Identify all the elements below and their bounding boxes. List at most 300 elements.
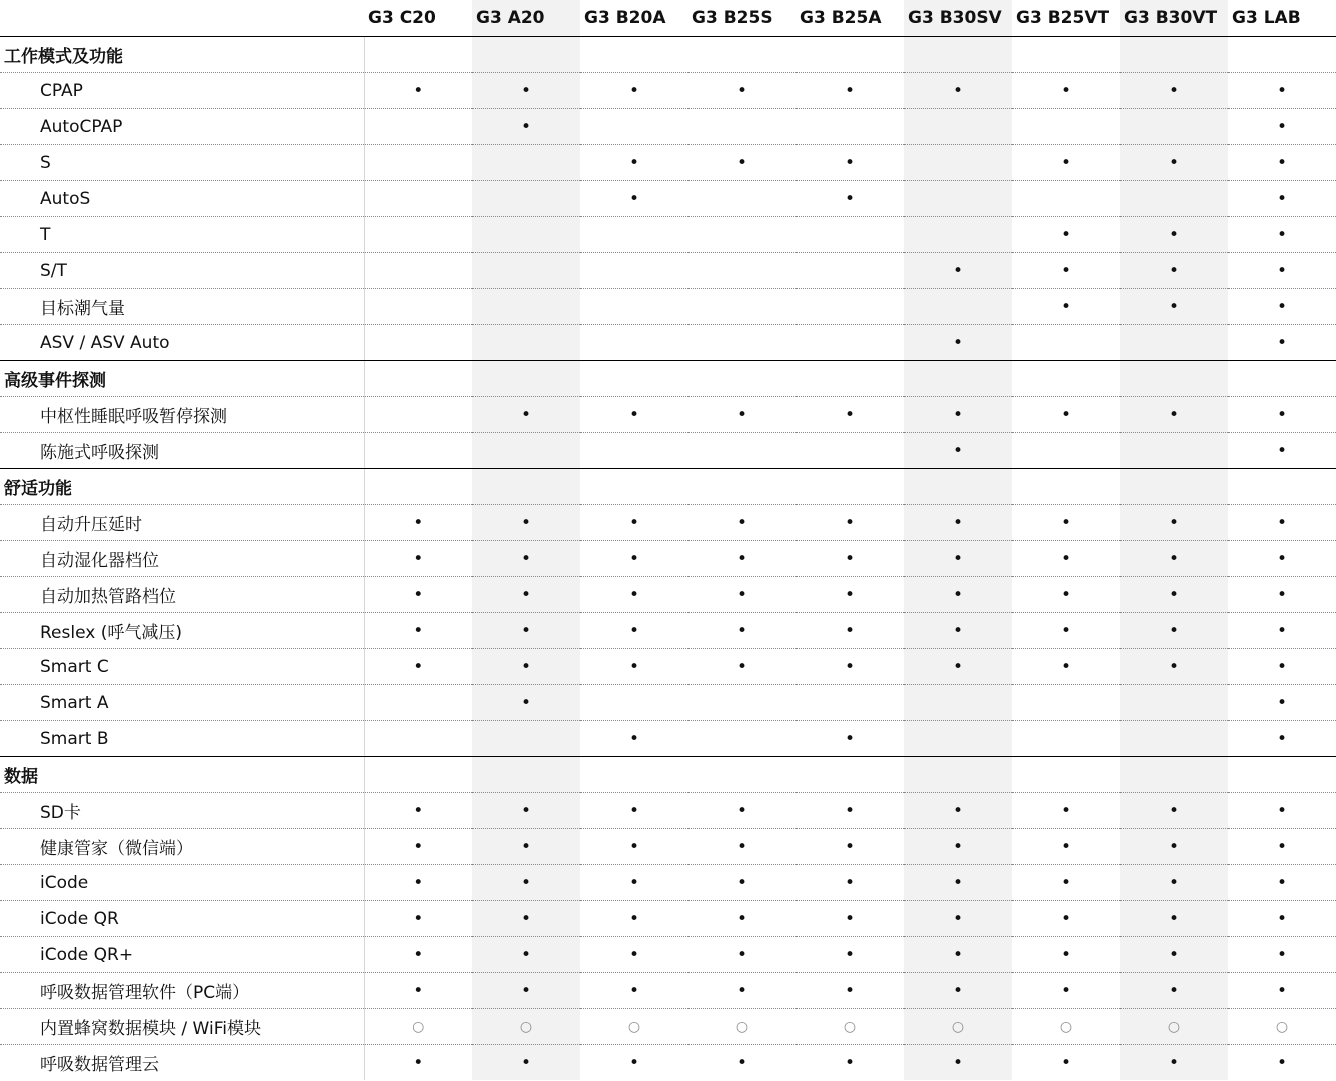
standard-mark: •	[904, 901, 1012, 937]
empty-cell	[1228, 757, 1336, 793]
feature-label: 自动加热管路档位	[0, 577, 364, 613]
standard-mark: •	[1120, 649, 1228, 685]
empty-cell	[1120, 721, 1228, 757]
empty-cell	[472, 289, 580, 325]
standard-mark: •	[1228, 289, 1336, 325]
standard-mark: •	[796, 577, 904, 613]
standard-mark: •	[1012, 577, 1120, 613]
empty-cell	[364, 757, 472, 793]
empty-cell	[580, 433, 688, 469]
standard-mark: •	[472, 793, 580, 829]
feature-label: T	[0, 217, 364, 253]
standard-mark: •	[1120, 829, 1228, 865]
empty-cell	[688, 361, 796, 397]
standard-mark: •	[580, 793, 688, 829]
optional-mark: ○	[472, 1009, 580, 1045]
standard-mark: •	[1012, 217, 1120, 253]
empty-cell	[364, 721, 472, 757]
standard-mark: •	[580, 901, 688, 937]
empty-cell	[688, 325, 796, 361]
empty-cell	[904, 685, 1012, 721]
section-header-row	[0, 757, 1336, 793]
empty-cell	[1120, 685, 1228, 721]
standard-mark: •	[472, 541, 580, 577]
standard-mark: •	[1228, 433, 1336, 469]
empty-cell	[796, 469, 904, 505]
empty-cell	[364, 433, 472, 469]
feature-label: Smart B	[0, 721, 364, 757]
empty-cell	[580, 325, 688, 361]
standard-mark: •	[364, 865, 472, 901]
standard-mark: •	[364, 577, 472, 613]
optional-mark: ○	[580, 1009, 688, 1045]
standard-mark: •	[1012, 865, 1120, 901]
empty-cell	[364, 253, 472, 289]
empty-cell	[1228, 37, 1336, 73]
optional-mark: ○	[688, 1009, 796, 1045]
model-header: G3 A20	[472, 0, 580, 37]
standard-mark: •	[580, 541, 688, 577]
section-title: 工作模式及功能	[0, 37, 364, 73]
standard-mark: •	[580, 865, 688, 901]
empty-cell	[580, 289, 688, 325]
table-row	[0, 217, 1336, 253]
standard-mark: •	[952, 1052, 964, 1073]
empty-cell	[472, 721, 580, 757]
empty-cell	[472, 757, 580, 793]
empty-cell	[688, 757, 796, 793]
standard-mark: •	[904, 541, 1012, 577]
standard-mark: •	[472, 973, 580, 1009]
optional-mark: ○	[364, 1009, 472, 1045]
empty-cell	[580, 757, 688, 793]
table-row	[0, 145, 1336, 181]
standard-mark: •	[1012, 541, 1120, 577]
standard-mark: •	[580, 649, 688, 685]
standard-mark: •	[364, 505, 472, 541]
standard-mark: •	[904, 397, 1012, 433]
standard-mark: •	[364, 793, 472, 829]
empty-cell	[1012, 325, 1120, 361]
feature-label: iCode QR+	[0, 937, 364, 973]
standard-mark: •	[796, 937, 904, 973]
standard-mark: •	[1012, 289, 1120, 325]
table-row	[0, 541, 1336, 577]
model-header: G3 B25S	[688, 0, 796, 37]
standard-mark: •	[580, 397, 688, 433]
standard-mark: •	[1120, 217, 1228, 253]
empty-cell	[904, 469, 1012, 505]
standard-mark: •	[904, 793, 1012, 829]
table-row	[0, 901, 1336, 937]
standard-mark: •	[1120, 865, 1228, 901]
table-row	[0, 505, 1336, 541]
standard-mark: •	[1060, 1052, 1072, 1073]
empty-cell	[580, 361, 688, 397]
standard-mark: •	[688, 577, 796, 613]
standard-mark: •	[364, 973, 472, 1009]
feature-label: 自动升压延时	[0, 505, 364, 541]
empty-cell	[1120, 181, 1228, 217]
standard-mark: •	[904, 325, 1012, 361]
empty-cell	[1120, 361, 1228, 397]
empty-cell	[1012, 469, 1120, 505]
feature-label: AutoCPAP	[0, 109, 364, 145]
standard-mark: •	[688, 901, 796, 937]
empty-cell	[472, 181, 580, 217]
header-corner	[0, 0, 364, 37]
standard-mark: •	[1120, 541, 1228, 577]
feature-label: SD卡	[0, 793, 364, 829]
empty-cell	[796, 289, 904, 325]
standard-mark: •	[580, 613, 688, 649]
feature-label: S	[0, 145, 364, 181]
empty-cell	[364, 361, 472, 397]
table-row	[0, 109, 1336, 145]
standard-mark: •	[1228, 541, 1336, 577]
standard-mark: •	[1120, 793, 1228, 829]
table-row	[0, 433, 1336, 469]
empty-cell	[1120, 469, 1228, 505]
model-header: G3 B20A	[580, 0, 688, 37]
empty-cell	[1012, 109, 1120, 145]
feature-label: CPAP	[0, 73, 364, 109]
empty-cell	[472, 217, 580, 253]
empty-cell	[688, 289, 796, 325]
empty-cell	[904, 361, 1012, 397]
standard-mark: •	[364, 937, 472, 973]
table-row	[0, 253, 1336, 289]
standard-mark: •	[580, 145, 688, 181]
empty-cell	[688, 181, 796, 217]
standard-mark: •	[688, 793, 796, 829]
feature-label: 呼吸数据管理软件（PC端）	[0, 973, 364, 1009]
empty-cell	[904, 289, 1012, 325]
empty-cell	[1120, 433, 1228, 469]
table-row	[0, 289, 1336, 325]
model-header: G3 B30VT	[1120, 0, 1228, 37]
empty-cell	[796, 685, 904, 721]
standard-mark: •	[1120, 145, 1228, 181]
standard-mark: •	[1228, 865, 1336, 901]
feature-label: 自动湿化器档位	[0, 541, 364, 577]
empty-cell	[796, 757, 904, 793]
table-row	[0, 1009, 1336, 1045]
section-title: 数据	[0, 757, 364, 793]
empty-cell	[364, 145, 472, 181]
standard-mark: •	[1012, 937, 1120, 973]
empty-cell	[580, 37, 688, 73]
standard-mark: •	[688, 73, 796, 109]
standard-mark: •	[364, 649, 472, 685]
empty-cell	[1012, 181, 1120, 217]
empty-cell	[688, 37, 796, 73]
empty-cell	[796, 217, 904, 253]
feature-label: 内置蜂窝数据模块 / WiFi模块	[0, 1009, 364, 1045]
standard-mark: •	[1228, 793, 1336, 829]
standard-mark: •	[688, 649, 796, 685]
standard-mark: •	[796, 721, 904, 757]
optional-mark: ○	[904, 1009, 1012, 1045]
empty-cell	[688, 433, 796, 469]
empty-cell	[1012, 433, 1120, 469]
model-header: G3 B25VT	[1012, 0, 1120, 37]
standard-mark: •	[413, 1052, 424, 1073]
standard-mark: •	[736, 1052, 748, 1073]
standard-mark: •	[580, 937, 688, 973]
standard-mark: •	[472, 901, 580, 937]
standard-mark: •	[1120, 577, 1228, 613]
standard-mark: •	[688, 145, 796, 181]
empty-cell	[580, 217, 688, 253]
empty-cell	[1012, 685, 1120, 721]
empty-cell	[1228, 469, 1336, 505]
standard-mark: •	[1228, 253, 1336, 289]
feature-label: Reslex (呼气减压)	[0, 613, 364, 649]
standard-mark: •	[364, 901, 472, 937]
empty-cell	[688, 685, 796, 721]
empty-cell	[1012, 37, 1120, 73]
section-title: 舒适功能	[0, 469, 364, 505]
standard-mark: •	[904, 937, 1012, 973]
standard-mark: •	[1228, 181, 1336, 217]
feature-label: 呼吸数据管理云	[0, 1045, 364, 1081]
standard-mark: •	[1228, 505, 1336, 541]
standard-mark: •	[904, 73, 1012, 109]
standard-mark: •	[520, 1052, 532, 1073]
standard-mark: •	[580, 505, 688, 541]
empty-cell	[796, 109, 904, 145]
empty-cell	[688, 253, 796, 289]
standard-mark: •	[1012, 613, 1120, 649]
section-title: 高级事件探测	[0, 361, 364, 397]
empty-cell	[904, 217, 1012, 253]
standard-mark: •	[1120, 613, 1228, 649]
feature-label: 健康管家（微信端）	[0, 829, 364, 865]
table-row	[0, 613, 1336, 649]
empty-cell	[1012, 757, 1120, 793]
standard-mark: •	[1012, 253, 1120, 289]
standard-mark: •	[1228, 973, 1336, 1009]
empty-cell	[904, 181, 1012, 217]
table-row	[0, 73, 1336, 109]
standard-mark: •	[1012, 901, 1120, 937]
feature-label: AutoS	[0, 181, 364, 217]
empty-cell	[364, 37, 472, 73]
standard-mark: •	[1228, 649, 1336, 685]
standard-mark: •	[580, 73, 688, 109]
standard-mark: •	[796, 73, 904, 109]
standard-mark: •	[796, 505, 904, 541]
standard-mark: •	[472, 937, 580, 973]
standard-mark: •	[796, 145, 904, 181]
empty-cell	[472, 361, 580, 397]
model-header: G3 B30SV	[904, 0, 1012, 37]
standard-mark: •	[1228, 685, 1336, 721]
table-row	[0, 829, 1336, 865]
model-header: G3 LAB	[1228, 0, 1336, 37]
optional-mark: ○	[796, 1009, 904, 1045]
standard-mark: •	[364, 613, 472, 649]
standard-mark: •	[1228, 613, 1336, 649]
empty-cell	[904, 757, 1012, 793]
standard-mark: •	[364, 73, 472, 109]
standard-mark: •	[904, 253, 1012, 289]
empty-cell	[364, 109, 472, 145]
empty-cell	[904, 145, 1012, 181]
empty-cell	[904, 109, 1012, 145]
empty-cell	[796, 433, 904, 469]
table-row	[0, 937, 1336, 973]
empty-cell	[580, 685, 688, 721]
standard-mark: •	[472, 829, 580, 865]
standard-mark: •	[472, 649, 580, 685]
empty-cell	[472, 37, 580, 73]
standard-mark: •	[1120, 73, 1228, 109]
standard-mark: •	[1228, 829, 1336, 865]
empty-cell	[1120, 325, 1228, 361]
table-row	[0, 181, 1336, 217]
empty-cell	[472, 433, 580, 469]
standard-mark: •	[472, 397, 580, 433]
standard-mark: •	[472, 73, 580, 109]
empty-cell	[364, 469, 472, 505]
standard-mark: •	[1120, 505, 1228, 541]
empty-cell	[364, 289, 472, 325]
standard-mark: •	[1120, 937, 1228, 973]
standard-mark: •	[1120, 901, 1228, 937]
standard-mark: •	[628, 1052, 640, 1073]
standard-mark: •	[688, 973, 796, 1009]
section-header-row	[0, 361, 1336, 397]
standard-mark: •	[904, 973, 1012, 1009]
standard-mark: •	[1120, 973, 1228, 1009]
standard-mark: •	[472, 865, 580, 901]
standard-mark: •	[1168, 1052, 1180, 1073]
standard-mark: •	[472, 685, 580, 721]
empty-cell	[796, 37, 904, 73]
standard-mark: •	[472, 109, 580, 145]
standard-mark: •	[688, 829, 796, 865]
feature-label: iCode	[0, 865, 364, 901]
table-row	[0, 325, 1336, 361]
standard-mark: •	[580, 577, 688, 613]
empty-cell	[472, 325, 580, 361]
standard-mark: •	[1012, 649, 1120, 685]
empty-cell	[364, 217, 472, 253]
empty-cell	[796, 361, 904, 397]
empty-cell	[1228, 361, 1336, 397]
feature-label: S/T	[0, 253, 364, 289]
standard-mark: •	[1012, 793, 1120, 829]
standard-mark: •	[1228, 721, 1336, 757]
table-row	[0, 1045, 1336, 1081]
standard-mark: •	[796, 541, 904, 577]
standard-mark: •	[580, 829, 688, 865]
table-row	[0, 649, 1336, 685]
feature-label: iCode QR	[0, 901, 364, 937]
feature-label: 陈施式呼吸探测	[0, 433, 364, 469]
feature-label: 中枢性睡眠呼吸暂停探测	[0, 397, 364, 433]
standard-mark: •	[688, 613, 796, 649]
standard-mark: •	[1012, 829, 1120, 865]
section-header-row	[0, 469, 1336, 505]
empty-cell	[364, 397, 472, 433]
standard-mark: •	[904, 829, 1012, 865]
feature-label: 目标潮气量	[0, 289, 364, 325]
standard-mark: •	[1012, 973, 1120, 1009]
standard-mark: •	[1120, 397, 1228, 433]
standard-mark: •	[1120, 253, 1228, 289]
section-header-row	[0, 37, 1336, 73]
standard-mark: •	[904, 505, 1012, 541]
empty-cell	[688, 469, 796, 505]
standard-mark: •	[1228, 217, 1336, 253]
header-row	[0, 0, 1336, 37]
standard-mark: •	[796, 181, 904, 217]
feature-label: Smart A	[0, 685, 364, 721]
empty-cell	[904, 37, 1012, 73]
standard-mark: •	[1228, 73, 1336, 109]
table-row	[0, 577, 1336, 613]
standard-mark: •	[796, 397, 904, 433]
empty-cell	[796, 325, 904, 361]
standard-mark: •	[1276, 1052, 1288, 1073]
standard-mark: •	[1228, 109, 1336, 145]
standard-mark: •	[472, 613, 580, 649]
empty-cell	[472, 145, 580, 181]
empty-cell	[1120, 37, 1228, 73]
standard-mark: •	[688, 865, 796, 901]
empty-cell	[1120, 109, 1228, 145]
empty-cell	[364, 181, 472, 217]
empty-cell	[1120, 757, 1228, 793]
standard-mark: •	[904, 613, 1012, 649]
empty-cell	[688, 721, 796, 757]
empty-cell	[796, 253, 904, 289]
standard-mark: •	[904, 577, 1012, 613]
standard-mark: •	[688, 937, 796, 973]
standard-mark: •	[1228, 937, 1336, 973]
standard-mark: •	[364, 541, 472, 577]
standard-mark: •	[1012, 145, 1120, 181]
empty-cell	[364, 325, 472, 361]
standard-mark: •	[580, 973, 688, 1009]
standard-mark: •	[1012, 73, 1120, 109]
model-header: G3 C20	[364, 0, 472, 37]
table-row	[0, 793, 1336, 829]
empty-cell	[904, 721, 1012, 757]
standard-mark: •	[472, 505, 580, 541]
feature-label: Smart C	[0, 649, 364, 685]
standard-mark: •	[688, 541, 796, 577]
standard-mark: •	[472, 577, 580, 613]
standard-mark: •	[904, 649, 1012, 685]
table-row	[0, 685, 1336, 721]
standard-mark: •	[1228, 145, 1336, 181]
standard-mark: •	[1012, 505, 1120, 541]
standard-mark: •	[1228, 577, 1336, 613]
table-body	[0, 37, 1336, 1081]
standard-mark: •	[1228, 397, 1336, 433]
standard-mark: •	[580, 721, 688, 757]
empty-cell	[364, 685, 472, 721]
empty-cell	[472, 253, 580, 289]
standard-mark: •	[796, 793, 904, 829]
standard-mark: •	[796, 973, 904, 1009]
feature-label: ASV / ASV Auto	[0, 325, 364, 361]
empty-cell	[688, 217, 796, 253]
